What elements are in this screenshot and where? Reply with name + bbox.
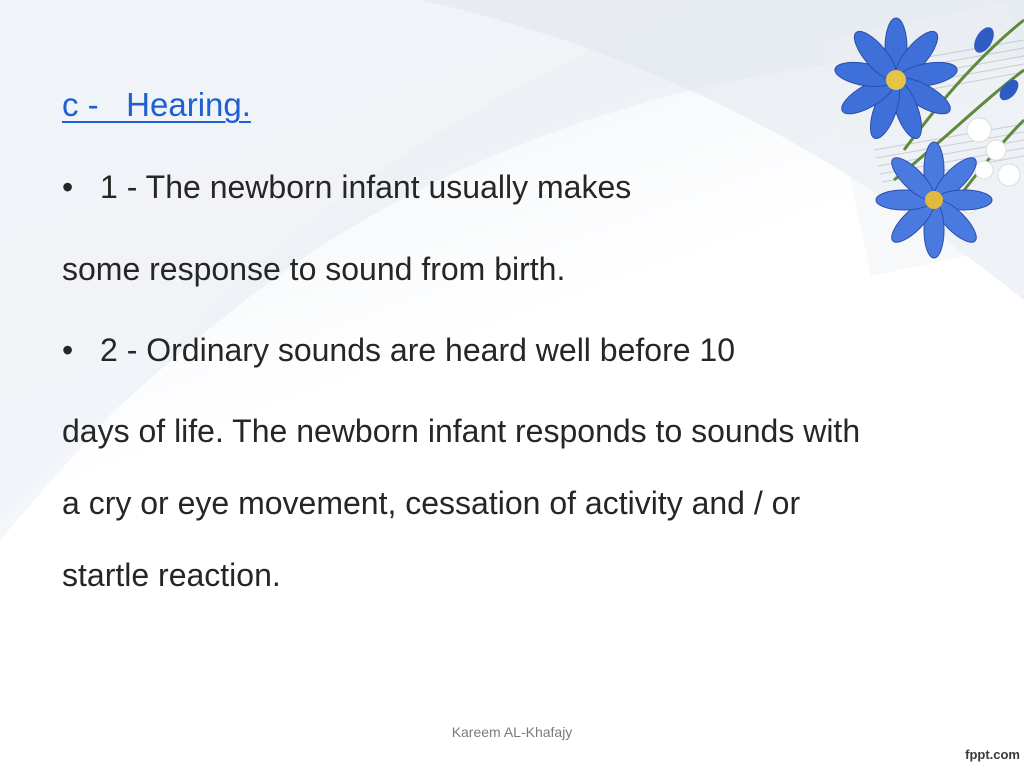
bullet-text: 1 - The newborn infant usually makes	[100, 169, 632, 205]
bullet-continuation: a cry or eye movement, cessation of activity and / or	[62, 485, 801, 521]
bullet-text: 2 - Ordinary sounds are heard well before 10	[100, 332, 736, 368]
bullet-continuation: days of life. The newborn infant responds to sounds with	[62, 413, 861, 449]
bullet-marker: •	[62, 169, 74, 205]
watermark: fppt.com	[965, 747, 1020, 762]
slide-footer: Kareem AL-Khafajy	[451, 724, 573, 740]
blue-flowers-icon	[784, 0, 1024, 300]
slide-title: c - Hearing.	[62, 86, 251, 123]
bullet-continuation: startle reaction.	[62, 557, 281, 593]
bullet-marker: •	[62, 332, 74, 368]
bullet-continuation: some response to sound from birth.	[62, 251, 566, 287]
bullet-item	[62, 330, 735, 370]
bullet-item	[62, 167, 631, 207]
